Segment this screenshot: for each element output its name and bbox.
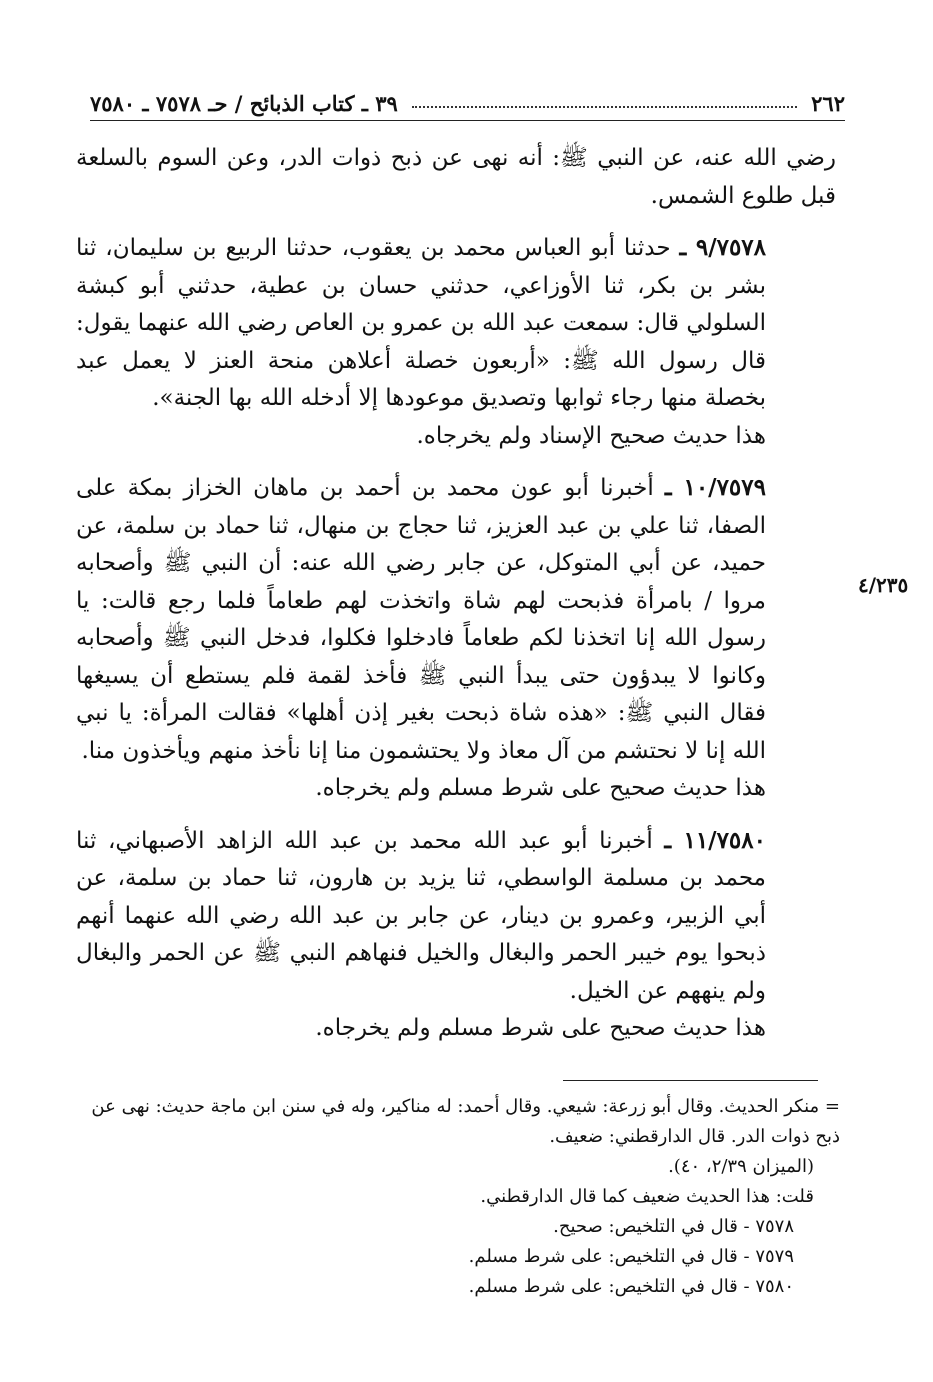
footnote-line: (الميزان ٢/٣٩، ٤٠). bbox=[668, 1156, 814, 1177]
hadith-number: ٩/٧٥٧٨ ـ bbox=[679, 234, 767, 261]
hadith-number: ١١/٧٥٨٠ ـ bbox=[664, 826, 766, 854]
header-dot-leader bbox=[412, 98, 797, 108]
page-header bbox=[90, 86, 845, 121]
running-title: ٣٩ ـ كتاب الذبائح / حـ ٧٥٧٨ ـ ٧٥٨٠ bbox=[90, 90, 398, 116]
margin-reference: ٤/٢٣٥ bbox=[858, 573, 909, 597]
footnote-line: قلت: هذا الحديث ضعيف كما قال الدارقطني. bbox=[480, 1186, 814, 1207]
hadith-7578 bbox=[76, 229, 836, 418]
footnotes bbox=[80, 1092, 840, 1302]
continuation-paragraph: رضي الله عنه، عن النبي ﷺ: أنه نهى عن ذبح ذوات الدر، وعن السوم بالسلعة قبل طلوع الشمس. bbox=[76, 145, 836, 209]
page-number: ٢٦٢ bbox=[811, 90, 845, 116]
footnote-divider bbox=[563, 1080, 818, 1081]
hadith-text: حدثنا أبو العباس محمد بن يعقوب، حدثنا الربيع بن سليمان، ثنا بشر بن بكر، ثنا الأوزاعي، حدثني حسان بن عطية، حدثني أبو كبشة السلولي قال: سمعت عبد الله بن عمرو بن العاص رضي الله عنهما يقول: قال رسول الله ﷺ: «أربعون خصلة أعلاهن منحة العنز لا يعمل عبد بخصلة منها رجاء ثوابها وتصديق موعودها إلا أدخله الله بها الجنة». bbox=[76, 235, 766, 411]
main-text bbox=[76, 140, 836, 1048]
footnote-line: = منكر الحديث. وقال أبو زرعة: شيعي. وقال أحمد: له مناكير، وله في سنن ابن ماجة حديث: نهى عن ذبح ذوات الدر. قال الدارقطني: ضعيف. bbox=[91, 1096, 840, 1147]
hadith-text: أخبرنا أبو عون محمد بن أحمد بن ماهان الخزاز بمكة على الصفا، ثنا علي بن عبد العزيز، ثنا حجاج بن منهال، ثنا حماد بن سلمة، عن حميد، عن أبي المتوكل، عن جابر رضي الله عنه: أن النبي ﷺ وأصحابه مروا / بامرأة فذبحت لهم شاة واتخذت لهم طعاماً فلما رجع قالت: يا رسول الله إنا اتخذنا لكم طعاماً فادخلوا فكلوا، فدخل النبي ﷺ وأصحابه وكانوا لا يبدؤون حتى يبدأ النبي ﷺ فأخذ لقمة فلم يستطع أن يسيغها فقال النبي ﷺ: «هذه شاة ذبحت بغير إذن أهلها» فقالت المرأة: يا نبي الله إنا لا نحتشم من آل معاذ ولا يحتشمون منا إنا نأخذ منهم ويأخذون منا. bbox=[76, 475, 766, 764]
footnote-line: ٧٥٨٠ - قال في التلخيص: على شرط مسلم. bbox=[468, 1276, 794, 1297]
footnote-line: ٧٥٧٨ - قال في التلخيص: صحيح. bbox=[553, 1216, 794, 1237]
verdict-7579: هذا حديث صحيح على شرط مسلم ولم يخرجاه. bbox=[315, 775, 766, 801]
verdict-7578: هذا حديث صحيح الإسناد ولم يخرجاه. bbox=[416, 422, 766, 449]
hadith-text: أخبرنا أبو عبد الله محمد بن عبد الله الزاهد الأصبهاني، ثنا محمد بن مسلمة الواسطي، ثنا يزيد بن هارون، ثنا حماد بن سلمة، عن أبي الزبير، وعمرو بن دينار، عن جابر بن عبد الله رضي الله عنهما أنهم ذبحوا يوم خيبر الحمر والبغال والخيل فنهاهم النبي ﷺ عن الحمر والبغال ولم ينههم عن الخيل. bbox=[76, 827, 766, 1004]
verdict-7580: هذا حديث صحيح على شرط مسلم ولم يخرجاه. bbox=[315, 1015, 766, 1041]
hadith-7579 bbox=[76, 469, 836, 770]
hadith-7580 bbox=[76, 822, 836, 1011]
footnote-line: ٧٥٧٩ - قال في التلخيص: على شرط مسلم. bbox=[468, 1246, 794, 1267]
hadith-number: ١٠/٧٥٧٩ ـ bbox=[664, 474, 766, 501]
